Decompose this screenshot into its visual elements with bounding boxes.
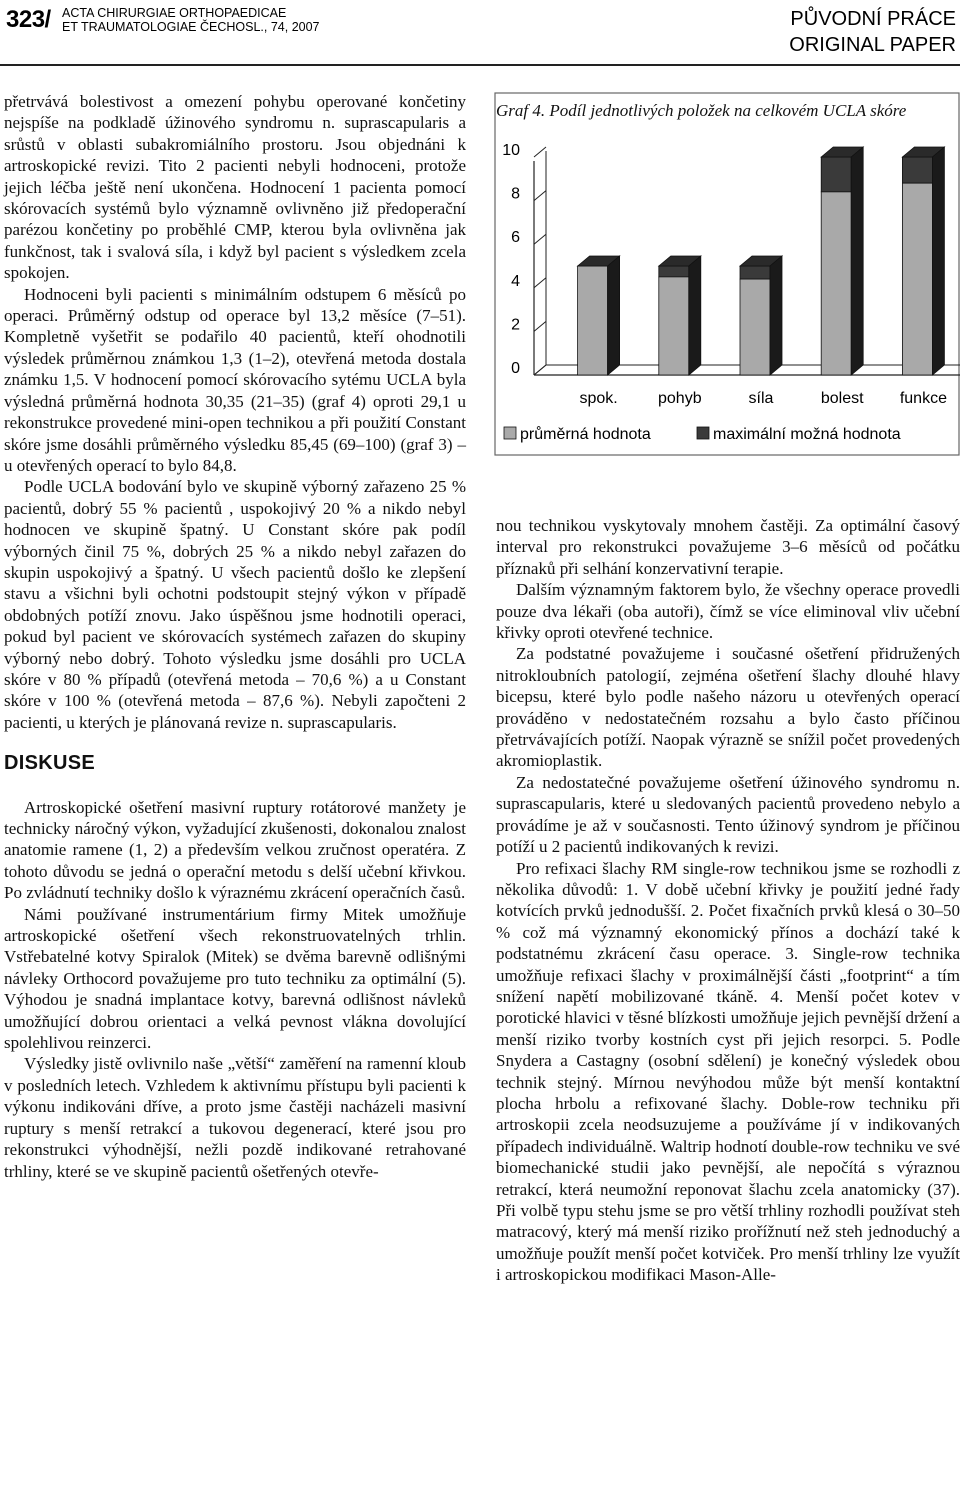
y-tick-label: 0 [511, 360, 520, 377]
bar-side-face [689, 256, 701, 375]
legend-label-average: průměrná hodnota [520, 426, 651, 443]
x-tick-label: pohyb [658, 390, 702, 407]
page-header [0, 0, 960, 64]
bar-side-face [851, 147, 863, 375]
figure-border [495, 93, 959, 455]
y-tick-label: 2 [511, 316, 520, 334]
paragraph: přetrvává bolestivost a omezení pohybu operované končetiny nejspíše na podkladě úžinového syndromu n. suprascapularis a srůstů v oblasti subakromiálního prostoru. Jsou objednáni k artroskopické revizi. Tito 2 pacienti nebyli hodnoceni, protože jejich léčba ještě není ukončena. Hodnocení 1 pacienta pomocí skórovacích systémů bylo významně ovlivněno již předoperační parézou končetiny po proběhlé CMP, kterou byla ovlivněna jak funkčnost, tak i svalová síla, i když byl pacient s výsledkem zcela spokojen. [4, 92, 466, 283]
journal-title-line2: ET TRAUMATOLOGIAE ČECHOSL., 74, 2007 [62, 20, 320, 34]
paragraph: Hodnoceni byli pacienti s minimálním odstupem 6 měsíců po operaci. Průměrný odstup od operace byl 13,2 měsíce (7–51). Kompletně vyšetřit se podařilo 40 pacientů, kteří ohodnotili výsledek průměrnou známkou 1,3 (1–2), otevřená metoda dostala známku 1,5. V hodnocení pomocí skórovacího sytému UCLA byla výsledná průměrná hodnota 30,35 (21–35) (graf 4) oproti 29,1 u rekonstrukce provedené mini-open technikou a při použití Constant skóre jsme dosáhli průměrného výsledku 85,45 (69–100) (graf 3) – u otevřených operací to bylo 84,8. [4, 284, 466, 475]
bar-average-segment [578, 266, 608, 375]
left-column [4, 91, 466, 1182]
figure [494, 92, 960, 456]
y-tick-mark [534, 321, 546, 331]
figure-caption: Graf 4. Podíl jednotlivých položek na celkovém UCLA skóre [496, 101, 907, 120]
legend-label-max: maximální možná hodnota [713, 426, 901, 443]
y-tick-mark [534, 234, 546, 244]
section-label-line1: PŮVODNÍ PRÁCE [790, 8, 956, 30]
bar-average-segment [659, 277, 689, 375]
section-heading: DISKUSE [4, 752, 96, 775]
paragraph: nou technikou vyskytovaly mnohem častěji. Za optimální časový interval pro rekonstrukci považujeme 3–6 měsíců od počátku příznaků při selhání konzervativní terapie. [496, 516, 960, 578]
header-rule [0, 64, 960, 66]
bar-side-face [770, 256, 782, 375]
section-label-line2: ORIGINAL PAPER [789, 34, 956, 56]
y-tick-mark [534, 365, 546, 375]
bar-side-face [608, 256, 620, 375]
paragraph: Artroskopické ošetření masivní ruptury rotátorové manžety je technicky náročný výkon, vyžadující zkušenosti, dokonalou znalost anatomie ramene (1, 2) a především velkou zručnost operatéra. Z tohoto důvodu se jedná o operační metodu s delší učební křivkou. Po zvládnutí techniky došlo k výraznému zkrácení operačních časů. [4, 797, 466, 903]
bar-average-segment [740, 279, 770, 375]
y-tick-mark [534, 191, 546, 201]
y-tick-label: 10 [502, 142, 520, 159]
page-number: 323/ [6, 6, 51, 33]
section-label [789, 6, 956, 58]
paragraph: Pro refixaci šlachy RM single-row technikou jsme se rozhodli z několika důvodů: 1. V době učební křivky je použití jedné řady kotvících prvků jednodušší. 2. Počet fixačních prvků klesá o 30–50 % což má významný ekonomický přínos a dochází také k podstatnému zkrácení času operace. 3. Single-row technika umožňuje refixaci šlachy v proximálnější části „footprint“ a tím snížení napětí mobilizované tkáně. 4. Menší počet kotev v porotické hlavici v těsné blízkosti umožňuje jejich pevnější držení a menší riziko tvorby kostních cyst při jejich resorpci. 5. Podle Snydera a Castagny (osobní sdělení) je konečný výsledek obou technik stejný. Mírnou nevýhodou může být menší kontaktní plocha hrbolu a refixované šlachy. Doble-row techniku při artroskopii zcela neodsuzujeme a používáme jí v indikovaných případech individuálně. Waltrip hodnotí double-row techniku ve své biomechanické studii jako pevnější, ale nepočítá s výraznou retrakcí, která neumožní reponovat šlachu zcela anatomicky (37). Při volbě typu stehu jsme se pro větší trhliny rozhodli používat steh matracový, který má menší riziko prořížnutí než steh jednoduchý a umožňuje použít menší počet kotviček. Pro menší trhliny lze využít i artroskopickou modifikaci Mason-Alle- [496, 858, 960, 1285]
right-column [496, 515, 960, 1286]
y-tick-label: 6 [511, 229, 520, 247]
y-tick-label: 4 [511, 272, 520, 290]
x-tick-label: síla [748, 390, 774, 407]
bar-max-segment [902, 157, 932, 183]
x-tick-label: bolest [820, 390, 864, 407]
paragraph: Výsledky jistě ovlivnilo naše „větší“ zaměření na ramenní kloub v posledních letech. Vzhledem k aktivnímu přístupu byli pacienti k výkonu indikováni dříve, a proto jsme častěji nacházeli masivní ruptury s menší retrakcí a tukovou degenerací, které jsou pro rekonstrukci výhodnější, nežli pozdě indikované retrahované trhliny, které se ve skupině pacientů ošetřených otevře- [4, 1054, 466, 1181]
paragraph: Za nedostatečné považujeme ošetření úžinového syndromu n. suprascapularis, které u sledovaných pacientů provedeno nebylo a provádíme je až v současnosti. Tento úžinový syndrom je příčinou potíží u 2 pacientů indikovaných k revizi. [496, 772, 960, 857]
bar-side-face [932, 147, 944, 375]
bar-max-segment [659, 266, 689, 277]
legend-swatch-max [697, 427, 709, 439]
bar-average-segment [821, 192, 851, 375]
x-tick-label: funkce [899, 390, 947, 407]
journal-title [62, 6, 320, 34]
y-tick-mark [534, 147, 546, 157]
bar-max-segment [821, 157, 851, 192]
bar-max-segment [740, 266, 770, 279]
bar-average-segment [902, 183, 932, 375]
y-tick-mark [534, 278, 546, 288]
y-tick-label: 8 [511, 185, 520, 203]
legend-swatch-average [504, 427, 516, 439]
paragraph: Za podstatné považujeme i současné ošetření přidružených nitrokloubních patologií, zejména ošetření šlachy dlouhé hlavy bicepsu, které bylo podle našeho názoru u otevřených operací prováděno v nedostatečném rozsahu a bylo často příčinou přetrvávajících potíží. Naopak výrazně se snížil počet provedených akromioplastik. [496, 644, 960, 771]
journal-title-line1: ACTA CHIRURGIAE ORTHOPAEDICAE [62, 6, 287, 20]
paragraph: Námi používané instrumentárium firmy Mitek umožňuje artroskopické ošetření všech rekonstruovatelných trhlin. Vstřebatelné kotvy Spiralok (Mitek) se dvěma barevně odlišnými návleky Orthocord považujeme pro tuto techniku za optimální (5). Výhodou je snadná implantace kotvy, barevná odlišnost návleků umožňující dobrou orientaci a velká pevnost vlákna dovolující spolehlivou reinzerci. [4, 904, 466, 1053]
paragraph: Dalším významným faktorem bylo, že všechny operace provedli pouze dva lékaři (oba autoři), čímž se více eliminoval vliv učební křivky oproti otevřené technice. [496, 580, 960, 643]
paragraph: Podle UCLA bodování bylo ve skupině výborný zařazeno 25 % pacientů, dobrý 55 % pacientů , uspokojivý 20 % a nikdo nebyl hodnocen ve skupině špatný. U Constant skóre pak podíl výborných činil 75 %, dobrých 25 % a nikdo nebyl zařazen do skupin uspokojivý a špatný. U všech pacientů došlo ke zlepšení stavu a všichni byli ochotni podstoupit stejný výkon v případě obdobných potíží znovu. Jako úspěšnou jsme hodnotili operaci, pokud byl pacient ve skórovacích systémech zařazen do skupiny výborný nebo dobrý. Tohoto výsledku jsme dosáhli pro UCLA skóre v 80 % případů (otevřená metoda – 70,6 %) a u Constant skóre v 100 % (otevřená metoda – 87,6 %). Nebyli započteni 2 pacienti, u kterých je plánovaná revize n. suprascapularis. [4, 477, 466, 732]
x-tick-label: spok. [579, 390, 618, 407]
bar-chart [494, 92, 960, 456]
